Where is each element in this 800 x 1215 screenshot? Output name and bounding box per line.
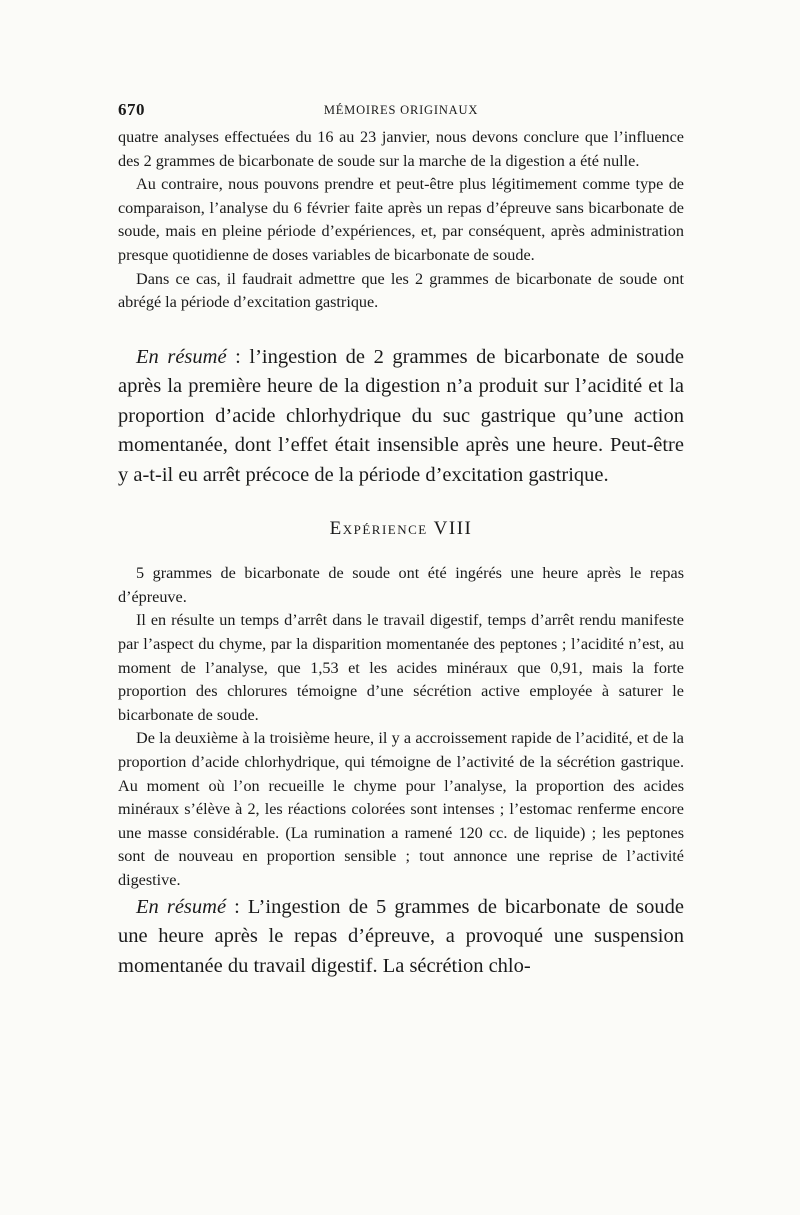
experiment-paragraphs: [118, 562, 684, 892]
page-number: 670: [118, 100, 145, 119]
summary-lead-2: En résumé: [136, 895, 227, 918]
paragraph-protocol: 5 grammes de bicarbonate de soude ont été ingérés une heure après le repas d’épreuve.: [118, 564, 684, 606]
summary-text-1: : l’ingestion de 2 grammes de bicarbonate de soude après la première heure de la digestion n’a produit sur l’acidité et la proportion d’acide chlorhydrique du suc gastrique qu’une action momentanée, dont l’effet était insensible après une heure. Peut-être y a-t-il eu arrêt précoce de la période d’excitation gastrique.: [118, 345, 684, 486]
paragraph-comparison: Au contraire, nous pouvons prendre et peut-être plus légitimement comme type de comparaison, l’analyse du 6 février faite après un repas d’épreuve sans bicarbonate de soude, mais en pleine période d’expériences, et, par conséquent, après administration presque quotidienne de doses variables de bicarbonate de soude.: [118, 175, 684, 264]
section-heading: Expérience VIII: [329, 518, 473, 540]
summary-paragraph-2: [118, 893, 684, 982]
page-header: [118, 98, 684, 124]
book-page: [118, 98, 684, 981]
summary-text-2: : L’ingestion de 5 grammes de bicarbonate de soude une heure après le repas d’épreuve, a provoqué une suspension momentanée du travail digestif. La sécrétion chlo-: [118, 895, 684, 977]
paragraph-conclusion: Dans ce cas, il faudrait admettre que les 2 grammes de bicarbonate de soude ont abrégé la période d’excitation gastrique.: [118, 269, 684, 312]
running-head: MÉMOIRES ORIGINAUX: [323, 103, 479, 117]
paragraph-results: Il en résulte un temps d’arrêt dans le travail digestif, temps d’arrêt rendu manifeste par l’aspect du chyme, par la disparition momentanée des peptones ; l’acidité n’est, au moment de l’analyse, que 1,53 et les acides minéraux que 0,91, mais la forte proportion des chlorures témoigne d’une sécrétion active employée à saturer le bicarbonate de soude.: [118, 611, 684, 724]
summary-lead-1: En résumé: [136, 345, 227, 368]
paragraph-second-hour: De la deuxième à la troisième heure, il y a accroissement rapide de l’acidité, et de la proportion d’acide chlorhydrique, qui témoigne de l’activité de la sécrétion gastrique. Au moment où l’on recueille le chyme pour l’analyse, la proportion des acides minéraux s’élève à 2, les réactions colorées sont intenses ; l’estomac renferme encore une masse considérable. (La rumination a ramené 120 cc. de liquide) ; les peptones sont de nouveau en proportion sensible ; tout annonce une reprise de l’activité digestive.: [118, 729, 684, 889]
opening-paragraphs: [118, 126, 684, 315]
paragraph-continuation: quatre analyses effectuées du 16 au 23 janvier, nous devons conclure que l’influence des 2 grammes de bicarbonate de soude sur la marche de la digestion a été nulle.: [118, 128, 684, 170]
summary-paragraph-1: [118, 343, 684, 491]
